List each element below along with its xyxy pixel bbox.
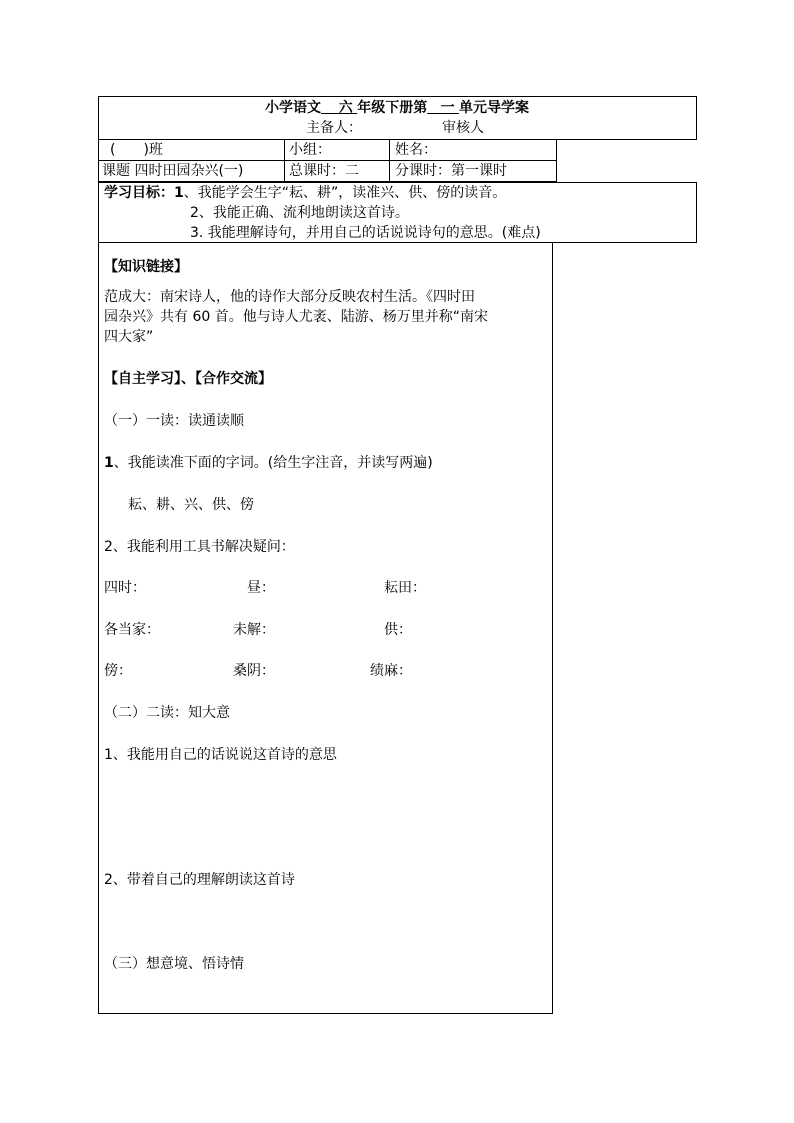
knowledge-line-2: 园杂兴》共有 60 首。他与诗人尤袤、陆游、杨万里并称“南宋 [104, 309, 488, 325]
class-label: ( )班 [110, 142, 163, 158]
question-4: 2、带着自己的理解朗读这首诗 [104, 872, 295, 888]
preparer-label: 主备人： [306, 120, 362, 136]
vocab-gedangjia: 各当家： [104, 622, 160, 638]
vocab-sishi: 四时： [104, 580, 146, 596]
rule-top [98, 96, 697, 97]
grade-blank: 六 [338, 100, 353, 116]
goals-label: 学习目标： [104, 185, 174, 201]
page-title [0, 99, 794, 117]
knowledge-heading: 【知识链接】 [104, 259, 188, 275]
part-3-heading: （三）想意境、悟诗情 [104, 956, 244, 972]
rule-col2 [389, 139, 390, 182]
vocab-bang: 傍： [104, 663, 132, 679]
lesson-topic: 课题 四时田园杂兴(一) [102, 163, 244, 179]
group-label: 小组： [289, 142, 331, 158]
vocab-weijie: 未解： [233, 622, 275, 638]
question-1: 1、我能读准下面的字词。(给生字注音，并读写两遍) [104, 455, 433, 471]
rule-col3 [556, 139, 557, 182]
new-characters: 耘、耕、兴、供、傍 [128, 497, 254, 513]
rule-left [98, 96, 99, 1014]
goal-1-text: 、我能学会生字“耘、耕”，读准兴、供、傍的读音。 [183, 185, 507, 201]
vocab-yuntian: 耘田： [384, 580, 426, 596]
question-3: 1、我能用自己的话说说这首诗的意思 [104, 747, 337, 763]
rule-bottom [98, 1013, 553, 1014]
total-hours: 总课时：二 [289, 163, 359, 179]
vocab-zhou: 昼： [247, 580, 275, 596]
reviewer-label: 审核人 [442, 120, 484, 136]
rule-info-bottom [98, 160, 557, 161]
goal-1-num: 1 [174, 185, 184, 201]
title-prefix: 小学语文 [264, 100, 321, 116]
title-mid: 年级下册第 [357, 100, 428, 116]
rule-col1 [284, 139, 285, 182]
goal-3: 3. 我能理解诗句，并用自己的话说说诗句的意思。(难点) [190, 225, 541, 241]
title-suffix: 单元导学案 [459, 100, 530, 116]
part-2-heading: （二）二读：知大意 [104, 705, 230, 721]
rule-goals-bottom [98, 242, 697, 243]
vocab-sangyin: 桑阴： [233, 663, 275, 679]
goal-1 [104, 184, 506, 202]
knowledge-line-1: 范成大：南宋诗人，他的诗作大部分反映农村生活。《四时田 [104, 289, 475, 305]
rule-right-body [552, 242, 553, 1014]
vocab-gong: 供： [384, 622, 412, 638]
study-heading: 【自主学习】、【合作交流】 [104, 371, 272, 387]
rule-header-bottom [98, 139, 697, 140]
part-1-heading: （一）一读：读通读顺 [104, 413, 244, 429]
question-2: 2、我能利用工具书解决疑问： [104, 539, 295, 555]
unit-blank: 一 [440, 100, 455, 116]
rule-goals-top [98, 182, 697, 183]
rule-right-goals [696, 182, 697, 243]
vocab-jima: 绩麻： [370, 663, 412, 679]
knowledge-line-3: 四大家” [104, 329, 154, 345]
goal-2: 2、我能正确、流利地朗读这首诗。 [190, 205, 409, 221]
name-label: 姓名： [395, 142, 437, 158]
sub-hour: 分课时：第一课时 [395, 163, 507, 179]
